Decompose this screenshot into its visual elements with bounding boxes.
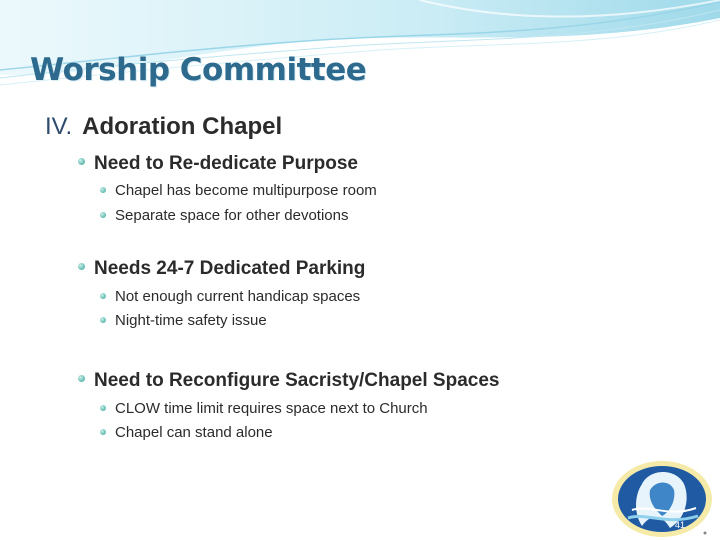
sub-bullet-item xyxy=(100,207,348,224)
section-title: Adoration Chapel xyxy=(82,113,283,140)
section-heading xyxy=(45,113,282,141)
sub-bullet-text: Separate space for other devotions xyxy=(115,207,349,224)
bullet-dot-icon xyxy=(100,212,106,218)
sub-bullet-text: Chapel can stand alone xyxy=(115,424,273,441)
sub-bullet-item xyxy=(100,182,377,199)
bullet-dot-icon xyxy=(78,263,85,270)
bullet-dot-icon xyxy=(100,405,106,411)
bullet-dot-icon xyxy=(100,187,106,193)
sub-bullet-text: Not enough current handicap spaces xyxy=(115,288,361,305)
page-number: 41 xyxy=(675,520,686,530)
sub-bullet-item xyxy=(100,312,267,329)
slide-title: Worship Committee xyxy=(30,52,367,88)
bullet-dot-icon xyxy=(100,293,106,299)
bullet-text: Need to Reconfigure Sacristy/Chapel Spaces xyxy=(94,370,500,391)
sub-bullet-item xyxy=(100,424,273,441)
sub-bullet-text: CLOW time limit requires space next to Church xyxy=(115,400,428,417)
section-numeral: IV. xyxy=(45,113,73,140)
bullet-item xyxy=(78,153,358,175)
bullet-dot-icon xyxy=(78,375,85,382)
bullet-dot-icon xyxy=(100,429,106,435)
bullet-dot-icon xyxy=(78,158,85,165)
sub-bullet-item xyxy=(100,400,428,417)
sub-bullet-item xyxy=(100,288,360,305)
bullet-dot-icon xyxy=(100,317,106,323)
madonna-logo-icon xyxy=(606,456,716,538)
bullet-text: Needs 24-7 Dedicated Parking xyxy=(94,258,366,279)
sub-bullet-text: Chapel has become multipurpose room xyxy=(115,182,377,199)
bullet-item xyxy=(78,258,365,280)
sub-bullet-text: Night-time safety issue xyxy=(115,312,267,329)
bullet-item xyxy=(78,370,499,392)
bullet-text: Need to Re-dedicate Purpose xyxy=(94,153,358,174)
